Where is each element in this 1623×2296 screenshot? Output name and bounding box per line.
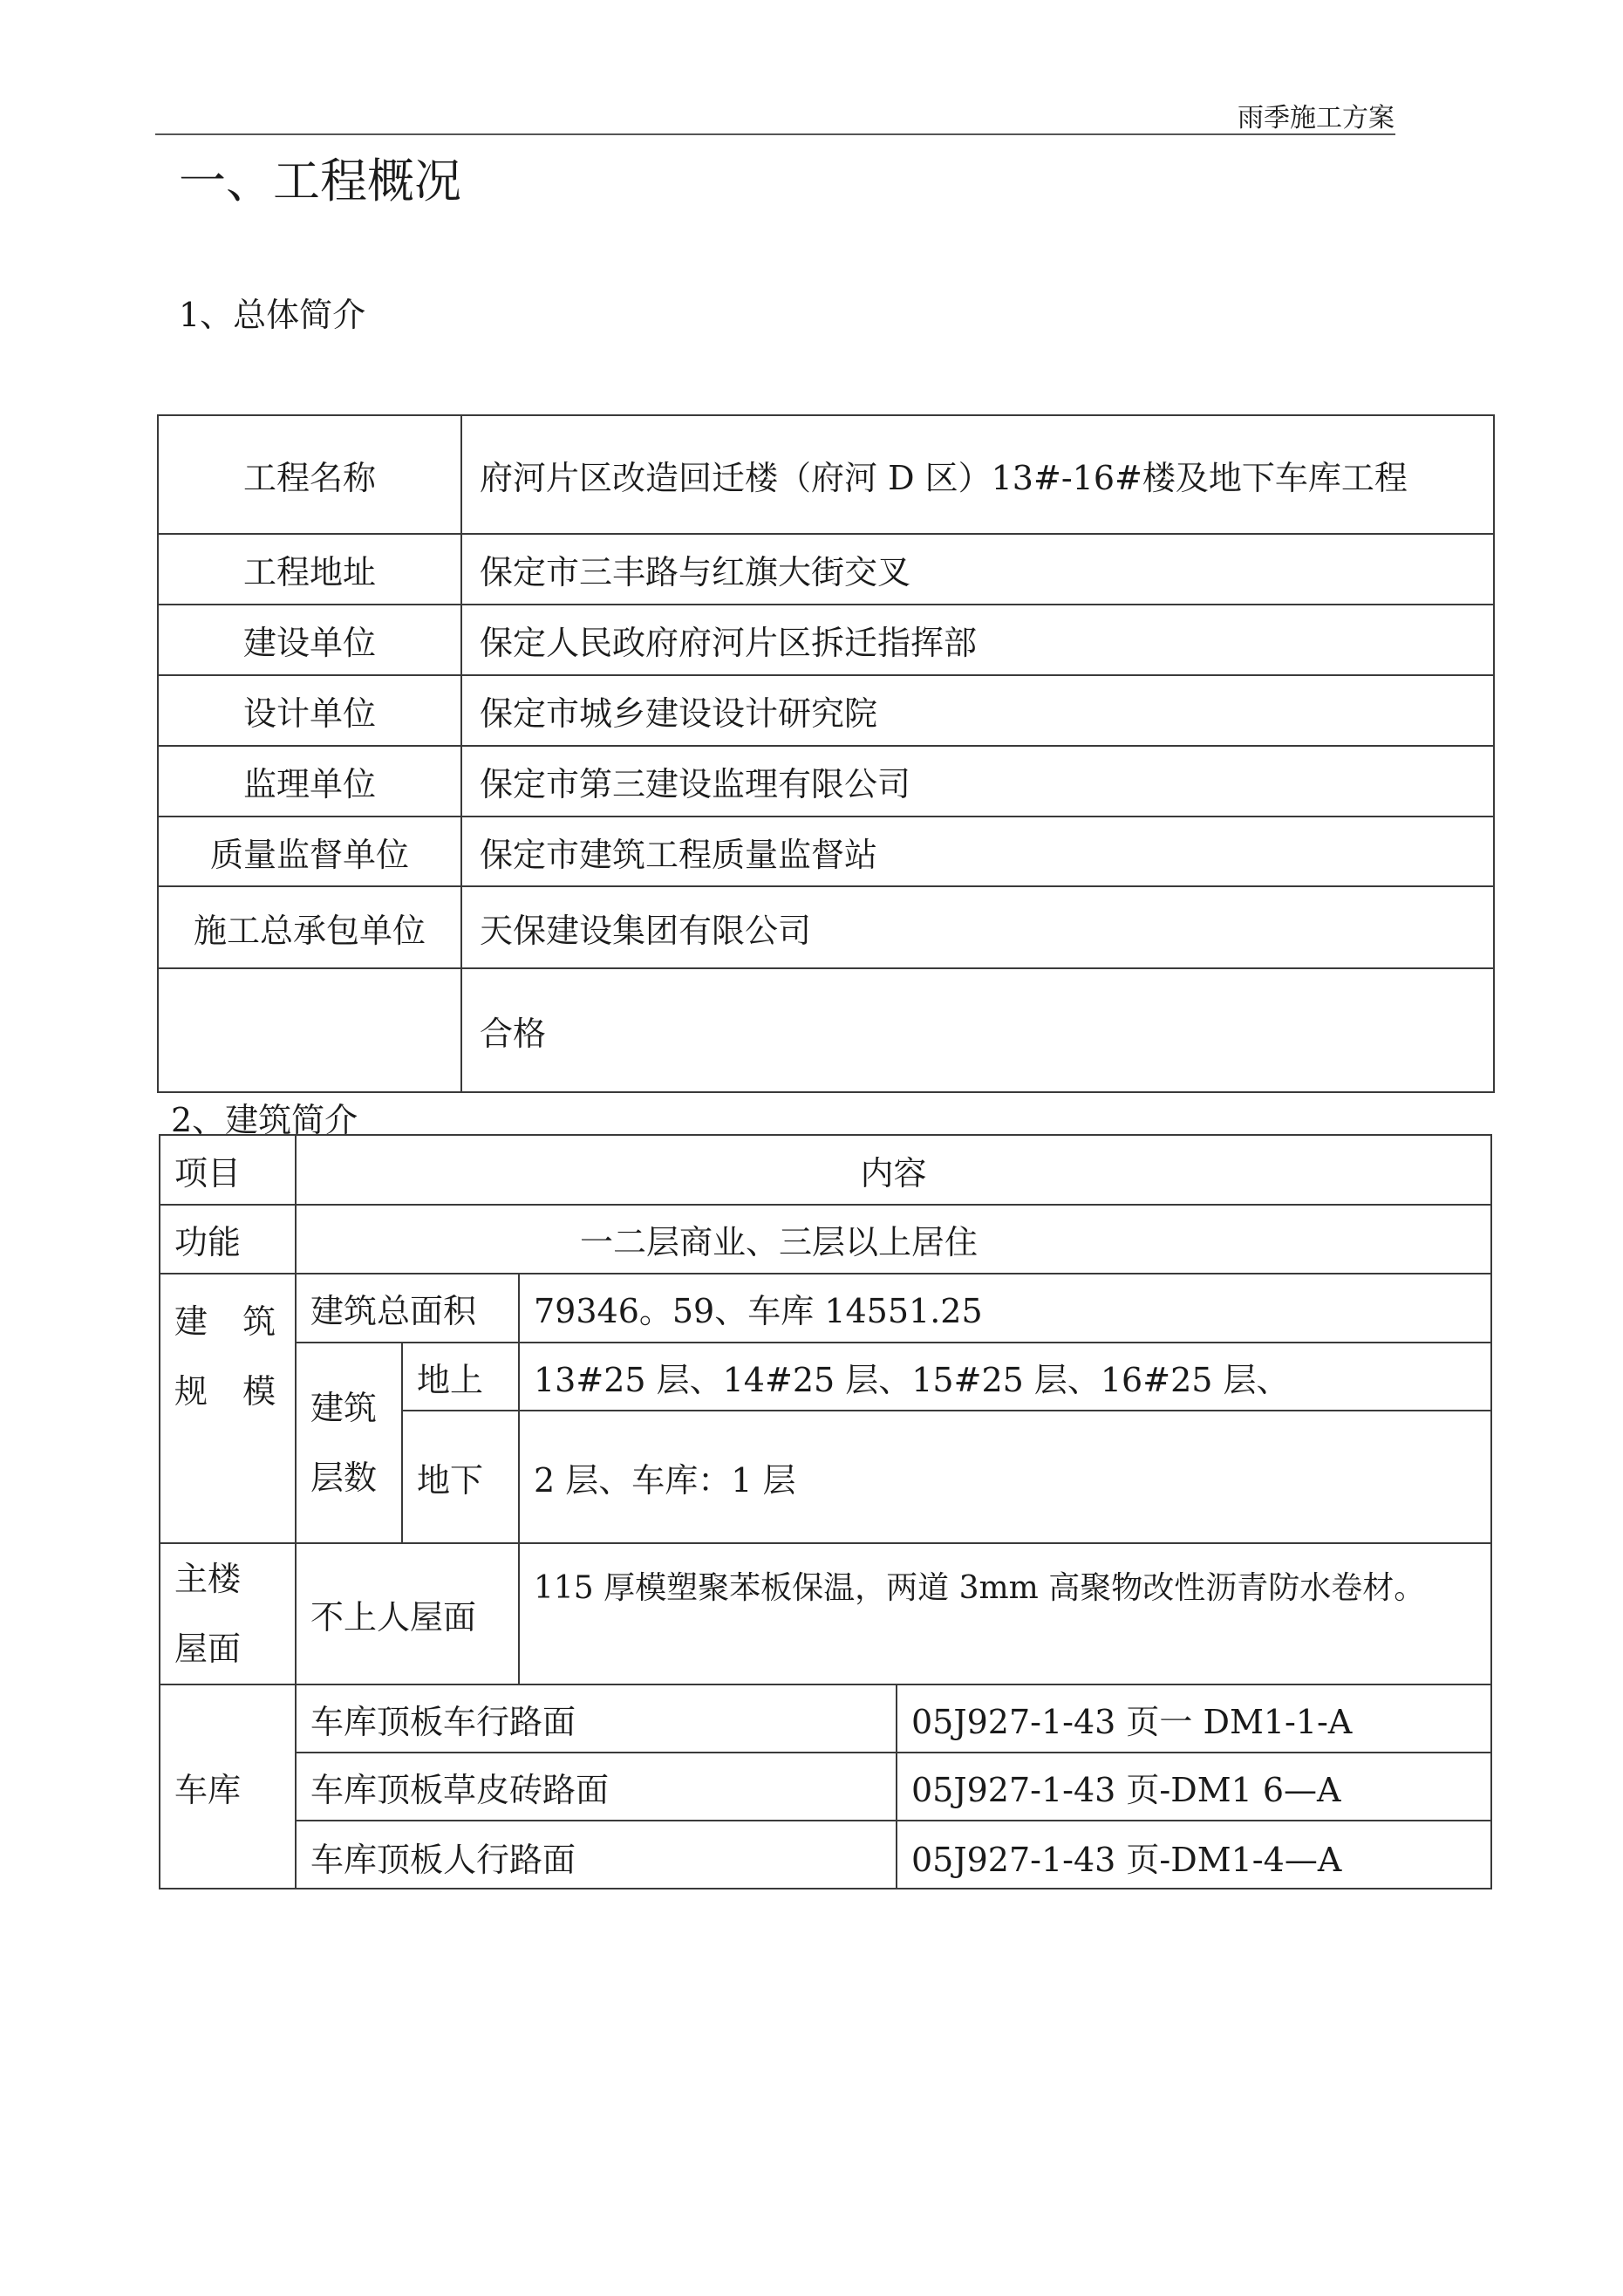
subsection-title-overview: 1、总体简介 [179,296,366,334]
overview-table [157,414,1495,1093]
overview-value: 保定市建筑工程质量监督站 [461,817,1494,886]
overview-value: 保定市三丰路与红旗大街交叉 [461,534,1494,605]
table-row [158,605,1494,675]
table-row [160,1543,1491,1684]
table-row [160,1684,1491,1753]
garage-item-name: 车库顶板人行路面 [296,1821,897,1889]
overview-label: 工程名称 [158,415,461,534]
overview-label: 监理单位 [158,746,461,817]
garage-item-name: 车库顶板车行路面 [296,1684,897,1753]
function-label: 功能 [160,1205,296,1274]
below-ground-value: 2 层、车库：1 层 [519,1411,1491,1543]
overview-value: 保定市第三建设监理有限公司 [461,746,1494,817]
garage-item-spec: 05J927-1-43 页一 DM1-1-A [897,1684,1491,1753]
overview-label [158,968,461,1092]
below-ground-label: 地下 [402,1411,519,1543]
column-header-item: 项目 [160,1135,296,1205]
table-row [158,534,1494,605]
table-row [158,968,1494,1092]
garage-item-spec: 05J927-1-43 页-DM1 6—A [897,1753,1491,1821]
roof-label-line: 主楼 [174,1560,242,1598]
overview-label: 建设单位 [158,605,461,675]
above-ground-label: 地上 [402,1343,519,1411]
table-row [160,1274,1491,1343]
table-row [160,1821,1491,1889]
header-rule [155,133,1395,135]
subsection-title-architecture: 2、建筑简介 [171,1101,358,1139]
overview-value: 保定人民政府府河片区拆迁指挥部 [461,605,1494,675]
table-row [160,1135,1491,1205]
overview-value: 保定市城乡建设设计研究院 [461,675,1494,746]
overview-label: 施工总承包单位 [158,886,461,968]
garage-label: 车库 [160,1684,296,1889]
column-header-content: 内容 [296,1135,1491,1205]
total-area-value: 79346。59、车库 14551.25 [519,1274,1491,1343]
overview-label: 质量监督单位 [158,817,461,886]
scale-label-text: 建 筑 规 模 [174,1302,289,1411]
total-area-label: 建筑总面积 [296,1274,519,1343]
overview-label: 工程地址 [158,534,461,605]
roof-label [160,1543,296,1684]
function-value: 一二层商业、三层以上居住 [296,1205,1491,1274]
table-row [160,1753,1491,1821]
overview-value: 府河片区改造回迁楼（府河 D 区）13#-16#楼及地下车库工程 [461,415,1494,534]
table-row [158,675,1494,746]
floors-label-line: 层数 [310,1459,378,1497]
garage-item-name: 车库顶板草皮砖路面 [296,1753,897,1821]
table-row [160,1343,1491,1411]
table-row [158,746,1494,817]
roof-type: 不上人屋面 [296,1543,519,1684]
header-doc-name: 雨季施工方案 [1238,103,1395,133]
overview-value: 合格 [461,968,1494,1092]
table-row [158,817,1494,886]
scale-label [160,1274,296,1543]
roof-label-line: 屋面 [174,1630,242,1668]
table-row [160,1205,1491,1274]
above-ground-value: 13#25 层、14#25 层、15#25 层、16#25 层、 [519,1343,1491,1411]
floors-label-line: 建筑 [310,1389,378,1427]
architecture-table [159,1134,1492,1889]
roof-value: 115 厚模塑聚苯板保温，两道 3mm 高聚物改性沥青防水卷材。 [519,1543,1491,1684]
floors-label [296,1343,402,1543]
garage-item-spec: 05J927-1-43 页-DM1-4—A [897,1821,1491,1889]
overview-label: 设计单位 [158,675,461,746]
table-row [158,415,1494,534]
table-row [158,886,1494,968]
section-title: 一、工程概况 [179,154,461,208]
overview-value: 天保建设集团有限公司 [461,886,1494,968]
